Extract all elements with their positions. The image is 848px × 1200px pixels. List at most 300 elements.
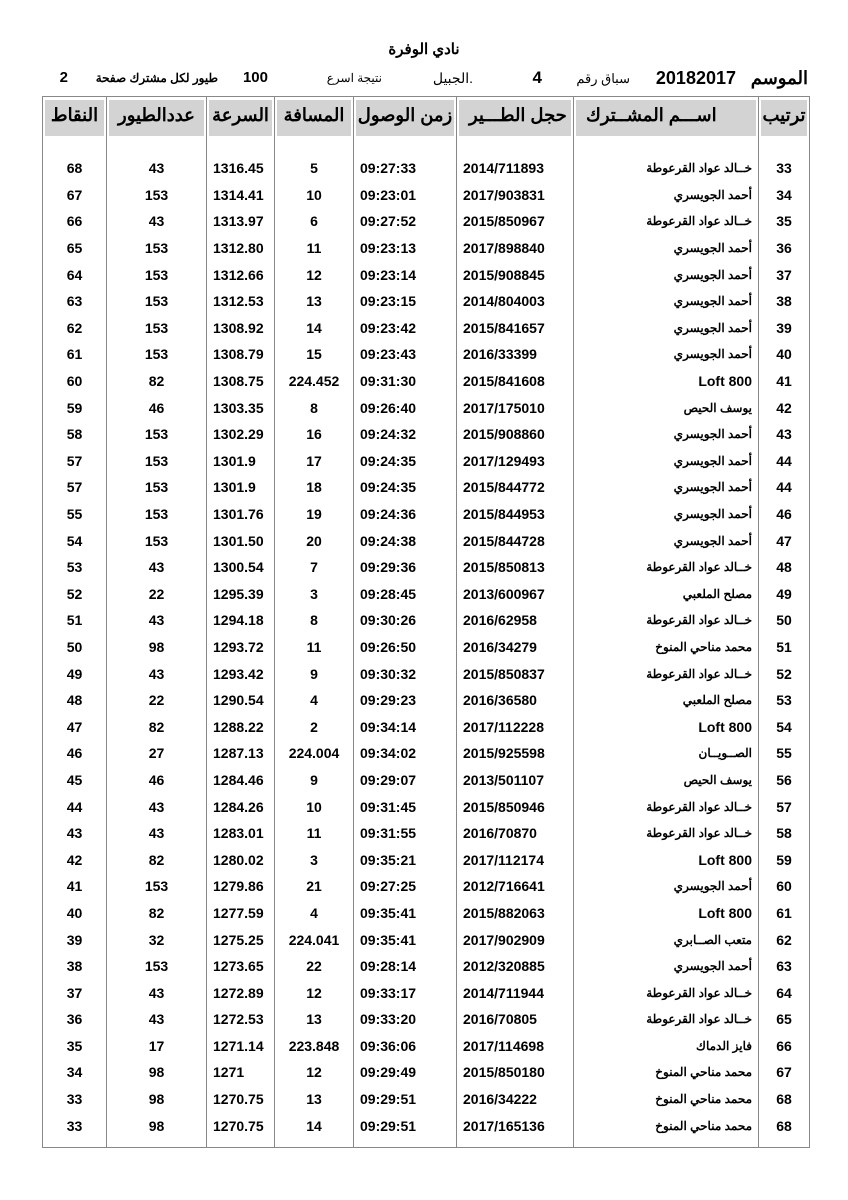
cell-ring: 2017/112228 [457,713,574,740]
cell-birds: 43 [107,820,207,847]
cell-speed: 1270.75 [207,1112,275,1147]
cell-points: 65 [43,235,107,262]
cell-speed: 1300.54 [207,554,275,581]
cell-distance: 12 [275,979,354,1006]
cell-birds: 98 [107,1086,207,1113]
table-row [43,474,810,501]
table-row [43,527,810,554]
table-row [43,607,810,634]
cell-name: خــالد عواد القرعوطة [574,147,759,182]
cell-rank: 59 [759,846,810,873]
cell-time: 09:35:41 [354,900,457,927]
cell-speed: 1287.13 [207,740,275,767]
table-row [43,288,810,315]
cell-rank: 52 [759,660,810,687]
cell-ring: 2015/844728 [457,527,574,554]
cell-time: 09:29:07 [354,767,457,794]
cell-ring: 2014/711893 [457,147,574,182]
race-label: سباق رقم [576,71,630,86]
cell-speed: 1294.18 [207,607,275,634]
cell-points: 48 [43,687,107,714]
cell-name: فايز الدماك [574,1033,759,1060]
table-row [43,793,810,820]
cell-rank: 46 [759,501,810,528]
cell-name: أحمد الجويسري [574,501,759,528]
cell-rank: 34 [759,182,810,209]
cell-name: أحمد الجويسري [574,953,759,980]
cell-distance: 10 [275,182,354,209]
cell-points: 37 [43,979,107,1006]
cell-name: مصلح الملعبي [574,687,759,714]
cell-distance: 5 [275,147,354,182]
cell-time: 09:33:17 [354,979,457,1006]
cell-distance: 7 [275,554,354,581]
cell-distance: 224.041 [275,926,354,953]
cell-distance: 11 [275,820,354,847]
result-label: نتيجة اسرع [326,71,382,85]
cell-time: 09:23:01 [354,182,457,209]
cell-birds: 98 [107,1112,207,1147]
cell-ring: 2015/841657 [457,315,574,342]
cell-rank: 44 [759,448,810,475]
cell-ring: 2015/850837 [457,660,574,687]
cell-time: 09:24:36 [354,501,457,528]
cell-speed: 1312.66 [207,261,275,288]
cell-time: 09:27:52 [354,208,457,235]
cell-rank: 51 [759,634,810,661]
table-row [43,1112,810,1147]
cell-distance: 17 [275,448,354,475]
cell-time: 09:23:42 [354,315,457,342]
cell-birds: 82 [107,900,207,927]
season-value: 20182017 [655,68,736,88]
cell-rank: 33 [759,147,810,182]
cell-name: مصلح الملعبي [574,581,759,608]
cell-ring: 2017/114698 [457,1033,574,1060]
cell-rank: 38 [759,288,810,315]
cell-birds: 43 [107,147,207,182]
cell-points: 61 [43,341,107,368]
cell-name: خــالد عواد القرعوطة [574,979,759,1006]
cell-speed: 1271 [207,1059,275,1086]
cell-time: 09:34:14 [354,713,457,740]
cell-points: 41 [43,873,107,900]
cell-birds: 27 [107,740,207,767]
cell-name: خــالد عواد القرعوطة [574,554,759,581]
table-row [43,979,810,1006]
cell-time: 09:29:49 [354,1059,457,1086]
cell-distance: 14 [275,315,354,342]
cell-distance: 12 [275,1059,354,1086]
cell-distance: 8 [275,607,354,634]
cell-rank: 68 [759,1112,810,1147]
cell-time: 09:24:35 [354,474,457,501]
cell-distance: 13 [275,1006,354,1033]
cell-distance: 13 [275,1086,354,1113]
cell-ring: 2013/501107 [457,767,574,794]
cell-speed: 1279.86 [207,873,275,900]
table-row [43,926,810,953]
cell-time: 09:29:51 [354,1112,457,1147]
cell-rank: 36 [759,235,810,262]
cell-points: 57 [43,448,107,475]
cell-distance: 14 [275,1112,354,1147]
cell-points: 33 [43,1112,107,1147]
cell-distance: 10 [275,793,354,820]
cell-speed: 1271.14 [207,1033,275,1060]
cell-birds: 153 [107,421,207,448]
cell-time: 09:24:32 [354,421,457,448]
col-name: اســـم المشــترك [574,97,759,148]
cell-distance: 4 [275,900,354,927]
table-row [43,147,810,182]
cell-birds: 32 [107,926,207,953]
cell-rank: 62 [759,926,810,953]
cell-distance: 9 [275,660,354,687]
cell-rank: 63 [759,953,810,980]
cell-speed: 1288.22 [207,713,275,740]
cell-points: 45 [43,767,107,794]
cell-rank: 50 [759,607,810,634]
cell-distance: 224.452 [275,368,354,395]
cell-speed: 1277.59 [207,900,275,927]
cell-ring: 2016/33399 [457,341,574,368]
cell-rank: 65 [759,1006,810,1033]
cell-points: 36 [43,1006,107,1033]
cell-ring: 2012/716641 [457,873,574,900]
cell-speed: 1270.75 [207,1086,275,1113]
cell-name: محمد مناحي المنوخ [574,1112,759,1147]
cell-ring: 2013/600967 [457,581,574,608]
cell-speed: 1284.46 [207,767,275,794]
table-row [43,900,810,927]
cell-birds: 82 [107,713,207,740]
page-number: 2 [59,69,68,86]
cell-time: 09:24:38 [354,527,457,554]
cell-name: Loft 800 [574,368,759,395]
cell-name: أحمد الجويسري [574,315,759,342]
cell-distance: 3 [275,581,354,608]
col-points: النقاط [43,97,107,148]
cell-distance: 11 [275,634,354,661]
cell-birds: 153 [107,501,207,528]
cell-ring: 2017/898840 [457,235,574,262]
table-row [43,873,810,900]
cell-birds: 43 [107,979,207,1006]
cell-name: أحمد الجويسري [574,527,759,554]
cell-points: 60 [43,368,107,395]
cell-ring: 2015/908845 [457,261,574,288]
cell-name: أحمد الجويسري [574,235,759,262]
cell-speed: 1303.35 [207,394,275,421]
cell-time: 09:31:30 [354,368,457,395]
table-row [43,767,810,794]
cell-rank: 43 [759,421,810,448]
cell-birds: 46 [107,394,207,421]
cell-time: 09:35:21 [354,846,457,873]
cell-time: 09:23:15 [354,288,457,315]
cell-distance: 224.004 [275,740,354,767]
cell-points: 67 [43,182,107,209]
cell-speed: 1293.72 [207,634,275,661]
cell-speed: 1308.92 [207,315,275,342]
cell-birds: 82 [107,368,207,395]
cell-speed: 1273.65 [207,953,275,980]
cell-rank: 40 [759,341,810,368]
cell-distance: 6 [275,208,354,235]
cell-points: 66 [43,208,107,235]
cell-name: يوسف الحيص [574,767,759,794]
cell-speed: 1293.42 [207,660,275,687]
cell-rank: 58 [759,820,810,847]
cell-points: 52 [43,581,107,608]
cell-name: Loft 800 [574,846,759,873]
cell-time: 09:31:45 [354,793,457,820]
cell-points: 50 [43,634,107,661]
table-row [43,1006,810,1033]
cell-speed: 1302.29 [207,421,275,448]
cell-birds: 98 [107,634,207,661]
cell-speed: 1301.9 [207,474,275,501]
cell-speed: 1272.89 [207,979,275,1006]
cell-points: 33 [43,1086,107,1113]
table-row [43,634,810,661]
cell-ring: 2015/850967 [457,208,574,235]
cell-points: 58 [43,421,107,448]
cell-speed: 1301.76 [207,501,275,528]
cell-ring: 2016/70805 [457,1006,574,1033]
cell-speed: 1275.25 [207,926,275,953]
cell-birds: 153 [107,261,207,288]
cell-rank: 48 [759,554,810,581]
cell-ring: 2016/34222 [457,1086,574,1113]
cell-points: 55 [43,501,107,528]
cell-speed: 1308.79 [207,341,275,368]
cell-points: 53 [43,554,107,581]
cell-ring: 2015/925598 [457,740,574,767]
col-birds: عددالطيور [107,97,207,148]
cell-time: 09:29:36 [354,554,457,581]
cell-birds: 43 [107,554,207,581]
cell-distance: 20 [275,527,354,554]
cell-name: خــالد عواد القرعوطة [574,607,759,634]
col-speed: السرعة [207,97,275,148]
cell-distance: 19 [275,501,354,528]
cell-birds: 153 [107,953,207,980]
cell-time: 09:23:43 [354,341,457,368]
cell-ring: 2016/36580 [457,687,574,714]
cell-rank: 44 [759,474,810,501]
cell-name: أحمد الجويسري [574,421,759,448]
cell-points: 44 [43,793,107,820]
cell-distance: 13 [275,288,354,315]
table-row [43,368,810,395]
cell-rank: 68 [759,1086,810,1113]
race-info [42,68,808,90]
cell-rank: 53 [759,687,810,714]
cell-points: 43 [43,820,107,847]
cell-time: 09:35:41 [354,926,457,953]
cell-distance: 15 [275,341,354,368]
cell-speed: 1312.80 [207,235,275,262]
cell-birds: 43 [107,607,207,634]
table-row [43,501,810,528]
cell-name: خــالد عواد القرعوطة [574,208,759,235]
cell-rank: 35 [759,208,810,235]
table-row [43,315,810,342]
cell-birds: 153 [107,182,207,209]
cell-time: 09:30:26 [354,607,457,634]
cell-speed: 1290.54 [207,687,275,714]
cell-speed: 1314.41 [207,182,275,209]
cell-time: 09:31:55 [354,820,457,847]
cell-birds: 153 [107,235,207,262]
cell-name: خــالد عواد القرعوطة [574,793,759,820]
cell-rank: 67 [759,1059,810,1086]
cell-speed: 1301.50 [207,527,275,554]
cell-ring: 2016/70870 [457,820,574,847]
cell-time: 09:28:45 [354,581,457,608]
cell-birds: 98 [107,1059,207,1086]
cell-points: 40 [43,900,107,927]
cell-rank: 66 [759,1033,810,1060]
cell-ring: 2016/34279 [457,634,574,661]
table-row [43,341,810,368]
cell-points: 59 [43,394,107,421]
cell-speed: 1295.39 [207,581,275,608]
cell-distance: 12 [275,261,354,288]
cell-time: 09:33:20 [354,1006,457,1033]
cell-speed: 1272.53 [207,1006,275,1033]
cell-birds: 153 [107,288,207,315]
cell-birds: 82 [107,846,207,873]
cell-time: 09:23:13 [354,235,457,262]
cell-ring: 2017/175010 [457,394,574,421]
cell-rank: 37 [759,261,810,288]
cell-distance: 3 [275,846,354,873]
table-row [43,1033,810,1060]
cell-ring: 2017/112174 [457,846,574,873]
cell-time: 09:29:51 [354,1086,457,1113]
cell-birds: 17 [107,1033,207,1060]
cell-points: 64 [43,261,107,288]
cell-rank: 56 [759,767,810,794]
cell-ring: 2012/320885 [457,953,574,980]
cell-rank: 61 [759,900,810,927]
cell-ring: 2015/844772 [457,474,574,501]
cell-ring: 2017/903831 [457,182,574,209]
cell-points: 54 [43,527,107,554]
cell-distance: 16 [275,421,354,448]
season-label: الموسم [750,68,808,88]
cell-points: 46 [43,740,107,767]
results-table [42,96,810,1148]
table-row [43,235,810,262]
cell-birds: 43 [107,208,207,235]
cell-birds: 153 [107,315,207,342]
cell-speed: 1312.53 [207,288,275,315]
cell-birds: 46 [107,767,207,794]
cell-birds: 22 [107,581,207,608]
cell-points: 51 [43,607,107,634]
cell-points: 49 [43,660,107,687]
cell-distance: 9 [275,767,354,794]
table-row [43,953,810,980]
cell-name: أحمد الجويسري [574,873,759,900]
cell-name: محمد مناحي المنوخ [574,1059,759,1086]
race-location: الجبيل. [432,70,473,86]
cell-name: Loft 800 [574,900,759,927]
cell-time: 09:36:06 [354,1033,457,1060]
table-row [43,581,810,608]
cell-speed: 1283.01 [207,820,275,847]
cell-name: خــالد عواد القرعوطة [574,1006,759,1033]
cell-time: 09:30:32 [354,660,457,687]
cell-time: 09:28:14 [354,953,457,980]
club-title: نادي الوفرة [388,41,460,58]
cell-distance: 4 [275,687,354,714]
cell-birds: 153 [107,474,207,501]
cell-ring: 2015/844953 [457,501,574,528]
cell-birds: 153 [107,873,207,900]
cell-name: متعب الصــابري [574,926,759,953]
cell-time: 09:26:40 [354,394,457,421]
cell-points: 57 [43,474,107,501]
cell-rank: 54 [759,713,810,740]
table-row [43,394,810,421]
table-row [43,740,810,767]
cell-distance: 21 [275,873,354,900]
cell-time: 09:27:25 [354,873,457,900]
cell-rank: 42 [759,394,810,421]
cell-name: Loft 800 [574,713,759,740]
cell-birds: 22 [107,687,207,714]
cell-ring: 2015/908860 [457,421,574,448]
table-row [43,261,810,288]
table-row [43,182,810,209]
cell-points: 38 [43,953,107,980]
cell-speed: 1308.75 [207,368,275,395]
cell-ring: 2017/902909 [457,926,574,953]
cell-distance: 22 [275,953,354,980]
cell-rank: 41 [759,368,810,395]
cell-name: الصــويــان [574,740,759,767]
table-row [43,421,810,448]
cell-speed: 1301.9 [207,448,275,475]
cell-rank: 49 [759,581,810,608]
per-label: طيور لكل مشترك صفحة [95,71,218,85]
cell-name: أحمد الجويسري [574,288,759,315]
cell-name: محمد مناحي المنوخ [574,1086,759,1113]
cell-time: 09:34:02 [354,740,457,767]
cell-rank: 60 [759,873,810,900]
table-row [43,554,810,581]
col-ring: حجل الطـــير [457,97,574,148]
table-row [43,820,810,847]
cell-birds: 153 [107,527,207,554]
cell-birds: 153 [107,341,207,368]
cell-points: 34 [43,1059,107,1086]
cell-name: محمد مناحي المنوخ [574,634,759,661]
cell-distance: 18 [275,474,354,501]
cell-name: أحمد الجويسري [574,261,759,288]
cell-points: 39 [43,926,107,953]
bird-count: 100 [242,69,268,86]
table-row [43,1059,810,1086]
cell-distance: 223.848 [275,1033,354,1060]
table-row [43,660,810,687]
cell-rank: 57 [759,793,810,820]
